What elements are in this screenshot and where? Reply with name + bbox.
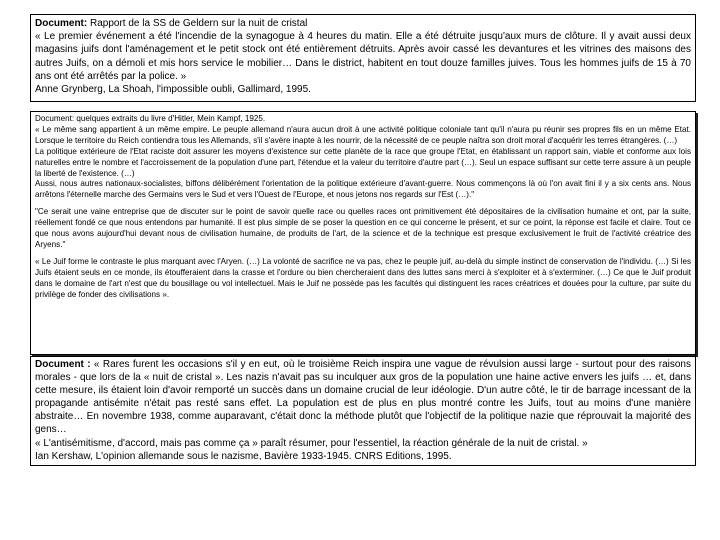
document-3-label: Document : — [35, 359, 91, 370]
document-1-label: Document: — [35, 18, 88, 29]
document-2-paragraph-2: La politique extérieure de l'Etat raciste doit assurer les moyens d'existence sur cette planète de la race que groupe l'Etat, en établissant un rapport sain, viable et conforme aux lois naturelles entre le nombre et l'accroissement de la population d'une part, l'étendue et la valeur du territoire d'autre part (…). Seul un espace suffisant sur cette terre assure à un peuple la liberté de l'existence. (…) — [35, 146, 691, 178]
document-3-source: Ian Kershaw, L'opinion allemande sous le nazisme, Bavière 1933-1945. CNRS Editions, 1995. — [35, 450, 452, 462]
document-1-heading — [35, 17, 691, 30]
document-1-body: « Le premier événement a été l'incendie de la synagogue à 4 heures du matin. Elle a été détruite jusqu'aux murs de clôture. Il y avait aussi deux magasins juifs dont l'aménagement et le petit stock ont été entièrement détruits. Après avoir cassé les devantures et les vitrines des maisons des autres Juifs, on a démoli et mis hors service le mobilier… Dans le district, habitent en tout douze familles juives. Tous les hommes juifs de 15 à 70 ans ont été arrêtés par la police. » — [35, 31, 691, 82]
document-2-paragraph-5: « Le Juif forme le contraste le plus marquant avec l'Aryen. (…) La volonté de sacrifice ne va pas, chez le peuple juif, au-delà du simple instinct de conservation de l'individu. (…) Si les Juifs étaient seuls en ce monde, ils étoufferaient dans la crasse et l'ordure ou bien chercheraient dans des luttes sans merci à s'exploiter et à s'exterminer. (…) Ce que le Juif produit dans le domaine de l'art n'est que du bousillage ou vol intellectuel. Mais le Juif ne possède pas les facultés qui distinguent les races créatrices et douées pour la culture, par suite du privilège de fonder des civilisations ». — [35, 256, 691, 299]
document-2-paragraph-4: "Ce serait une vaine entreprise que de discuter sur le point de savoir quelle race ou quelles races ont primitivement été dépositaires de la civilisation humaine et ont, par la suite, réellement fondé ce que nous entendons par humanité. Il est plus simple de se poser la question en ce qui concerne le présent, et sur ce point, la réponse est facile et claire. Tout ce que nous avons aujourd'hui devant nous de civilisation humaine, de produits de l'art, de la science et de la technique est presque exclusivement le fruit de l'activité créatrice des Aryens." — [35, 207, 691, 249]
document-3-box — [30, 356, 696, 466]
document-2-heading: Document: quelques extraits du livre d'Hitler, Mein Kampf, 1925. — [35, 114, 266, 123]
document-2-paragraph-3: Aussi, nous autres nationaux-socialistes, biffons délibérément l'orientation de la politique extérieure d'avant-guerre. Nous commençons là où l'on avait fini il y a six cents ans. Nous arrêtons l'éternelle marche des Germains vers le Sud et vers l'Ouest de l'Europe, et nous jetons nos regards sur l'Est (…)." — [35, 179, 691, 200]
document-1-source: Anne Grynberg, La Shoah, l'impossible oubli, Gallimard, 1995. — [35, 84, 311, 96]
document-2-box — [30, 111, 696, 355]
document-2-paragraph-1: « Le même sang appartient à un même empire. Le peuple allemand n'aura aucun droit à une activité politique coloniale tant qu'il n'aura pu réunir ses propres fils en un même Etat. Lorsque le territoire du Reich contiendra tous les Allemands, s'il s'avère inapte à les nourrir, de la nécessité de ce peuple naîtra son droit moral d'acquérir les terres étrangères. (…) — [35, 124, 691, 145]
document-3-body: « Rares furent les occasions s'il y en eut, où le troisième Reich inspira une vague de révulsion aussi large - surtout pour des raisons morales - que lors de la « nuit de cristal ». Les nazis n'avait pas su inculquer aux gros de la population une haine active envers les juifs … et, dans cette mesure, ils étaient loin d'avoir remporté un succès dans un domaine crucial de leur idéologie. D'un autre côté, le tir de barrage incessant de la propagande antisémite n'était pas resté sans effet. La population est de plus en plus montré contre les Juifs, tout au moins d'une manière abstraite… En novembre 1938, comme auparavant, c'était donc la méthode plutôt que l'objectif de la politique nazie que réprouvait la majorité des gens… — [35, 359, 691, 436]
document-1-title: Rapport de la SS de Geldern sur la nuit de cristal — [87, 18, 308, 29]
document-3-quote: « L'antisémitisme, d'accord, mais pas comme ça » paraît résumer, pour l'essentiel, la réaction générale de la nuit de cristal. » — [35, 437, 588, 449]
document-3-body-paragraph — [35, 358, 691, 437]
document-1-box — [30, 14, 696, 102]
